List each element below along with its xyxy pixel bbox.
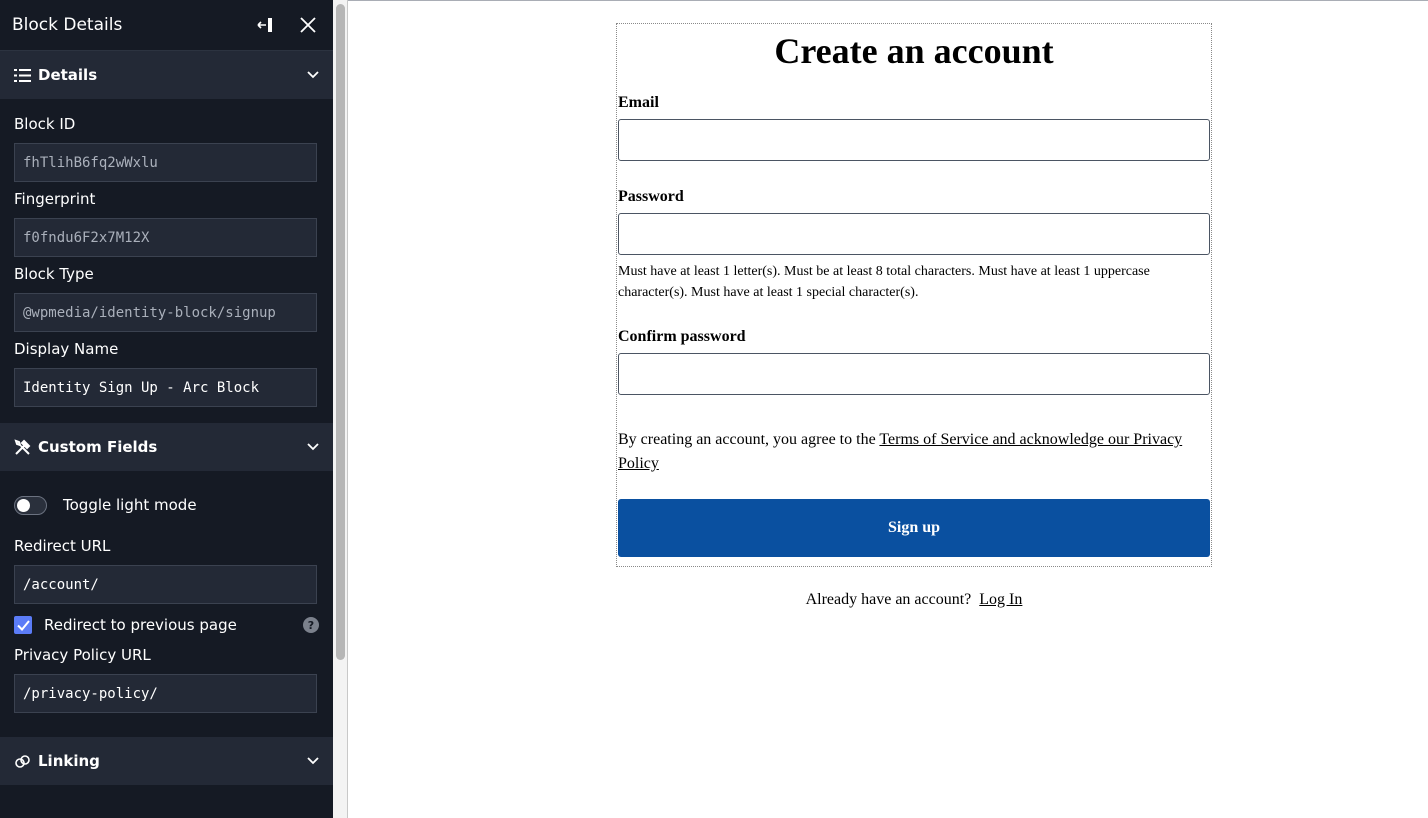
list-icon	[14, 66, 32, 84]
privacy-url-field[interactable]: /privacy-policy/	[14, 674, 317, 713]
terms-link[interactable]: Terms of Service and acknowledge our Privacy Policy	[618, 431, 1183, 472]
redirect-previous-label: Redirect to previous page	[44, 616, 237, 634]
redirect-url-label: Redirect URL	[14, 537, 111, 555]
email-label: Email	[618, 94, 659, 111]
light-mode-row	[14, 489, 319, 521]
redirect-previous-checkbox[interactable]	[14, 616, 32, 634]
chevron-down-icon	[307, 755, 319, 767]
block-id-label: Block ID	[14, 115, 76, 133]
chevron-down-icon	[307, 441, 319, 453]
tools-icon	[14, 438, 32, 456]
block-type-field[interactable]: @wpmedia/identity-block/signup	[14, 293, 317, 332]
block-type-label: Block Type	[14, 265, 94, 283]
fingerprint-field[interactable]: f0fndu6F2x7M12X	[14, 218, 317, 257]
details-section-body	[0, 115, 333, 407]
signup-form	[616, 23, 1212, 567]
link-icon	[14, 752, 32, 770]
sidebar-header	[0, 0, 333, 51]
light-mode-toggle[interactable]	[14, 496, 47, 515]
block-details-sidebar	[0, 0, 333, 818]
sign-up-button[interactable]: Sign up	[618, 499, 1210, 557]
sidebar-scrollbar[interactable]	[333, 0, 348, 818]
collapse-sidebar-icon[interactable]	[253, 12, 279, 38]
custom-fields-section-header[interactable]	[0, 423, 333, 471]
password-requirements: Must have at least 1 letter(s). Must be at least 8 total characters. Must have at least 1 uppercase character(s). Must have at least 1 special character(s).	[618, 264, 1150, 300]
toggle-knob	[17, 499, 30, 512]
terms-prefix: By creating an account, you agree to the	[618, 431, 880, 448]
terms-text	[618, 428, 1198, 476]
confirm-password-label: Confirm password	[618, 328, 746, 345]
redirect-url-field[interactable]: /account/	[14, 565, 317, 604]
password-label: Password	[618, 188, 684, 205]
details-section-header[interactable]	[0, 51, 333, 99]
block-id-field[interactable]: fhTlihB6fq2wWxlu	[14, 143, 317, 182]
help-icon[interactable]: ?	[303, 617, 319, 633]
details-section-label: Details	[38, 66, 98, 84]
custom-fields-section-label: Custom Fields	[38, 438, 158, 456]
confirm-password-field[interactable]	[618, 353, 1210, 395]
sidebar-title: Block Details	[12, 15, 123, 35]
password-field[interactable]	[618, 213, 1210, 255]
linking-section-label: Linking	[38, 752, 100, 770]
custom-fields-section-body	[0, 489, 333, 713]
email-field[interactable]	[618, 119, 1210, 161]
login-prompt-text: Already have an account?	[805, 591, 972, 608]
fingerprint-label: Fingerprint	[14, 190, 96, 208]
redirect-previous-row	[14, 610, 319, 640]
close-icon[interactable]	[295, 12, 321, 38]
chevron-down-icon	[307, 69, 319, 81]
preview-top-border	[348, 0, 1428, 1]
log-in-link[interactable]: Log In	[979, 591, 1023, 608]
privacy-url-label: Privacy Policy URL	[14, 646, 151, 664]
linking-section-header[interactable]	[0, 737, 333, 785]
login-prompt	[616, 591, 1212, 609]
display-name-field[interactable]: Identity Sign Up - Arc Block	[14, 368, 317, 407]
scrollbar-thumb[interactable]	[336, 4, 345, 660]
form-title: Create an account	[774, 31, 1054, 71]
light-mode-label: Toggle light mode	[63, 496, 197, 514]
display-name-label: Display Name	[14, 340, 119, 358]
